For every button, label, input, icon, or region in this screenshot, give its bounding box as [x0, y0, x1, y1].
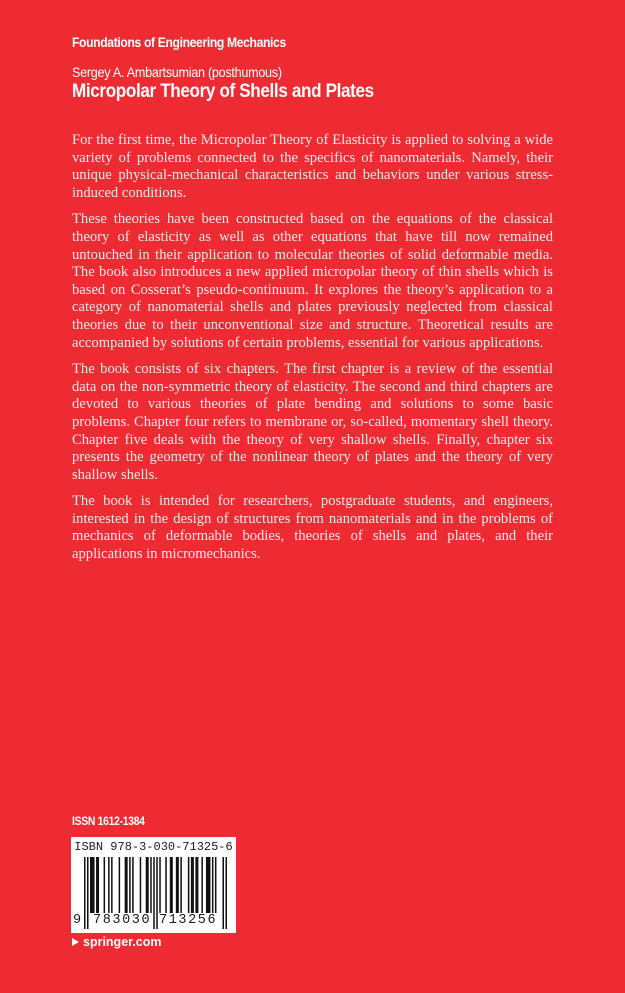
- isbn-barcode: [71, 837, 236, 933]
- play-arrow-icon: [72, 938, 79, 946]
- issn-label: ISSN 1612-1384: [72, 816, 145, 828]
- blurb-paragraph: The book consists of six chapters. The first chapter is a review of the essential data on the non-symmetric theory of elasticity. The second and third chapters are devoted to various theories of plate bending and solutions to some basic problems. Chapter four refers to membrane or, so-called, momentary shell theory. Chapter five deals with the theory of very shallow shells. Finally, chapter six presents the geometry of the nonlinear theory of plates and the theory of very shallow shells.: [72, 361, 553, 483]
- blurb-paragraph: The book is intended for researchers, postgraduate students, and engineers, interested in the design of structures from nanomaterials and in the problems of mechanics of deformable bodies, theories of shells and plates, and their applications in micromechanics.: [72, 493, 553, 563]
- back-cover-blurb: [72, 132, 553, 573]
- barcode-digits: [71, 913, 236, 929]
- barcode-digit-left-group: 783030: [93, 913, 152, 928]
- book-title: Micropolar Theory of Shells and Plates: [72, 81, 374, 102]
- blurb-paragraph: For the first time, the Micropolar Theory of Elasticity is applied to solving a wide variety of problems connected to the specifics of nanomaterials. Namely, their unique physical-mechanical characteristics and behaviors under various stress-induced conditions.: [72, 132, 553, 201]
- barcode-digit-right-group: 713256: [159, 913, 218, 928]
- author-name: Sergey A. Ambartsumian (posthumous): [72, 64, 282, 80]
- publisher-link-text: springer.com: [83, 935, 162, 949]
- barcode-digit-first: 9: [73, 913, 82, 928]
- publisher-link[interactable]: [72, 935, 162, 949]
- isbn-label: ISBN 978-3-030-71325-6: [74, 840, 233, 854]
- blurb-paragraph: These theories have been constructed based on the equations of the classical theory of elasticity as well as other equations that have till now remained untouched in their application to molecular theories of solid deformable media. The book also introduces a new applied micropolar theory of thin shells which is based on Cosserat’s pseudo-continuum. It explores the theory’s application to a category of nanomaterial shells and plates previously neglected from classical theories due to their unconventional size and structure. Theoretical results are accompanied by solutions of certain problems, essential for various applications.: [72, 211, 553, 351]
- series-title: Foundations of Engineering Mechanics: [72, 35, 286, 50]
